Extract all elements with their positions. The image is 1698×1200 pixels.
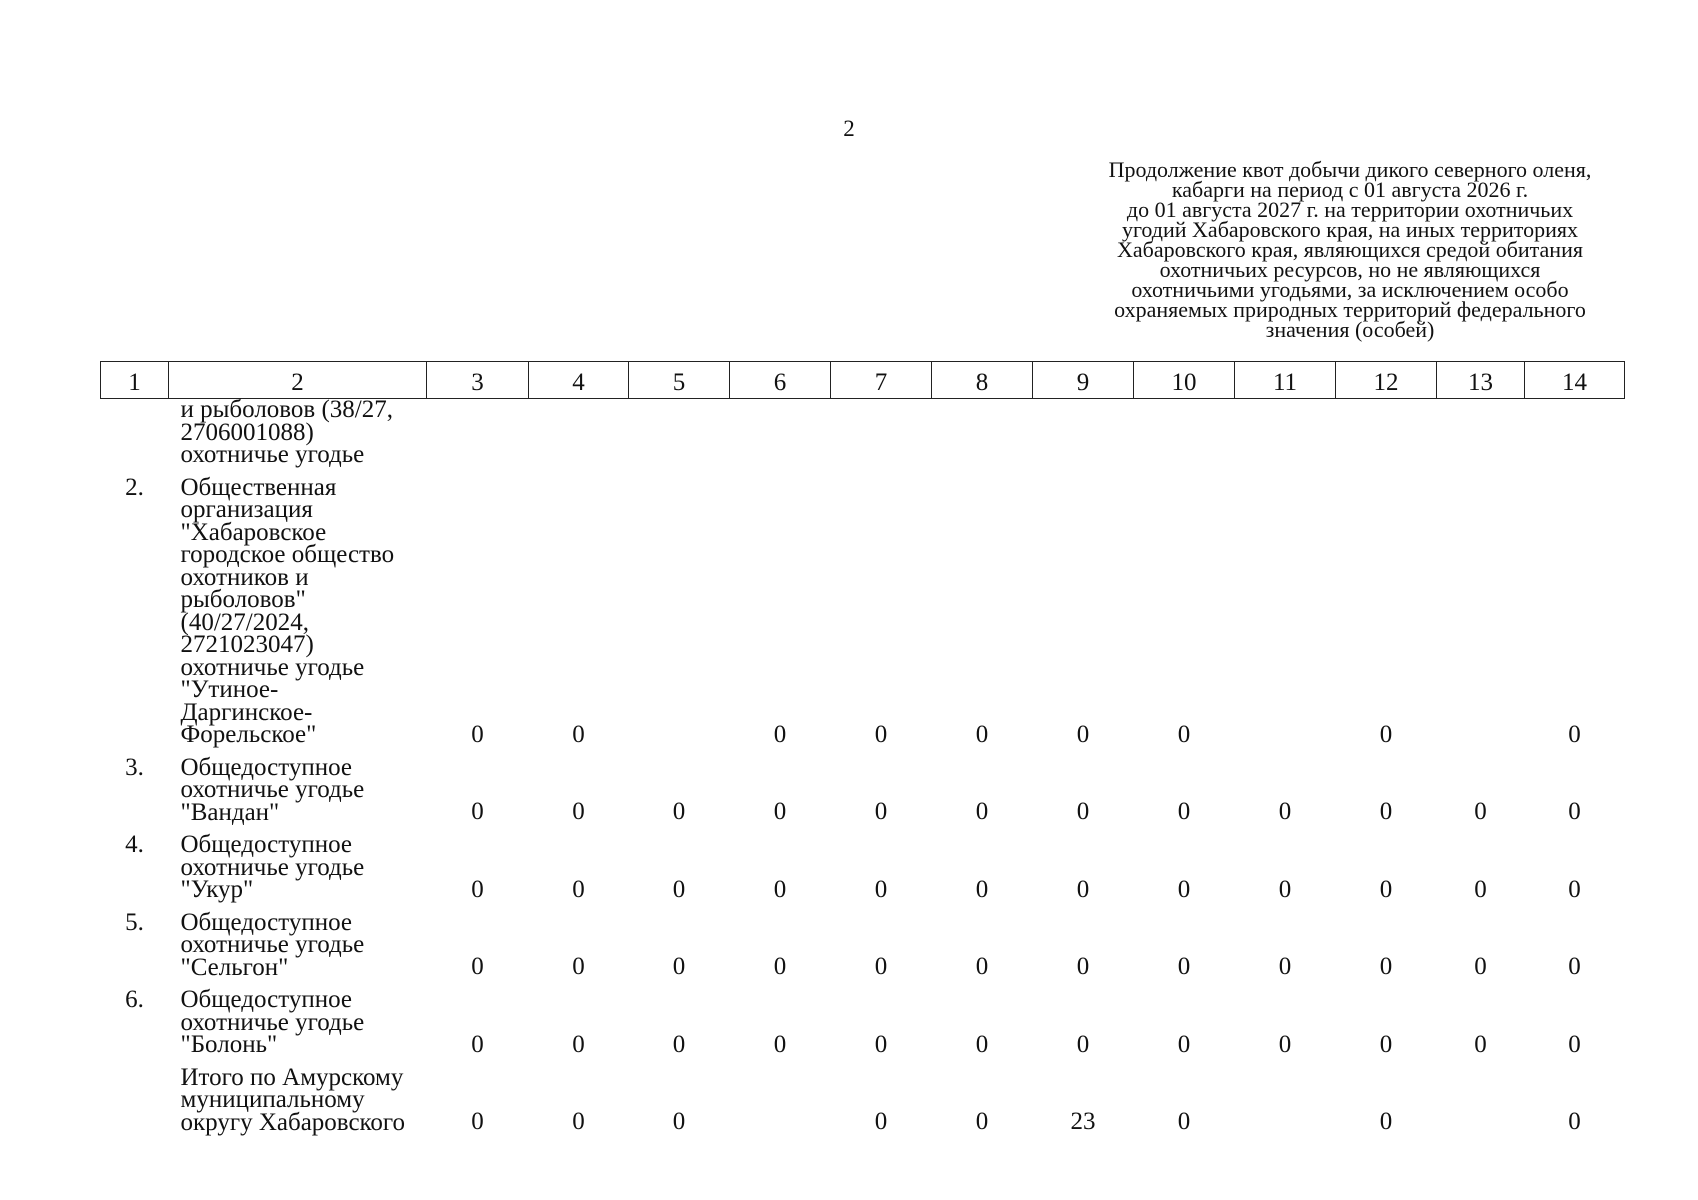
value-cell: 0 bbox=[1177, 875, 1191, 903]
value-cell: 0 bbox=[975, 1108, 989, 1135]
value-cell bbox=[831, 399, 932, 467]
value-cell: 0 bbox=[572, 875, 585, 903]
value-cell: 0 bbox=[572, 1108, 585, 1135]
value-cell: 0 bbox=[1568, 798, 1581, 825]
value-cell: 0 bbox=[1177, 720, 1191, 748]
value-cell: 0 bbox=[471, 798, 484, 825]
row-name-line: "Укур" bbox=[180, 876, 254, 903]
row-name bbox=[169, 979, 427, 1057]
value-cell bbox=[1235, 467, 1336, 747]
value-cell: 0 bbox=[1568, 875, 1581, 903]
value-cell: 0 bbox=[975, 1030, 989, 1058]
row-name-line: охотничье угодье bbox=[180, 931, 365, 958]
table-row bbox=[101, 747, 1625, 825]
row-number: 2. bbox=[125, 473, 144, 501]
value-cell: 0 bbox=[672, 953, 686, 980]
table-row bbox=[101, 979, 1625, 1057]
table-heading bbox=[1040, 157, 1660, 342]
value-cell: 0 bbox=[471, 1030, 484, 1058]
row-name-line: "Болонь" bbox=[180, 1031, 278, 1058]
row-name-line: городское общество bbox=[180, 541, 395, 568]
row-name-line: Форельское" bbox=[180, 721, 317, 748]
value-cell: 0 bbox=[1278, 875, 1292, 903]
value-cell: 0 bbox=[1379, 1108, 1393, 1135]
value-cell: 0 bbox=[1379, 798, 1393, 825]
value-cell: 0 bbox=[572, 953, 585, 980]
column-header: 1 bbox=[101, 362, 169, 399]
value-cell bbox=[1437, 399, 1525, 467]
value-cell: 0 bbox=[773, 798, 787, 825]
column-header: 3 bbox=[427, 362, 529, 399]
row-name-line: Общедоступное bbox=[180, 908, 352, 936]
row-name-line: организация bbox=[180, 496, 313, 523]
value-cell: 0 bbox=[874, 720, 888, 748]
heading-line: значения (особей) bbox=[1265, 317, 1435, 342]
value-cell bbox=[427, 399, 529, 467]
row-name-line: "Вандан" bbox=[180, 798, 280, 826]
column-header: 11 bbox=[1235, 362, 1336, 399]
column-header: 9 bbox=[1033, 362, 1134, 399]
row-name-line: округу Хабаровского bbox=[180, 1108, 406, 1136]
row-name-line: Общедоступное bbox=[180, 753, 352, 781]
value-cell: 0 bbox=[773, 1030, 787, 1058]
value-cell bbox=[1033, 399, 1134, 467]
value-cell: 0 bbox=[572, 1030, 585, 1058]
value-cell: 0 bbox=[672, 875, 686, 903]
value-cell: 0 bbox=[975, 798, 989, 825]
row-name bbox=[169, 747, 427, 825]
row-name-line: 2721023047) bbox=[180, 631, 314, 658]
row-name bbox=[169, 1057, 427, 1135]
row-name-line: охотничье угодье bbox=[180, 653, 365, 681]
value-cell: 0 bbox=[1379, 1030, 1393, 1058]
value-cell: 0 bbox=[572, 798, 585, 825]
value-cell: 0 bbox=[874, 798, 888, 825]
row-name-line: "Утиное- bbox=[180, 676, 279, 703]
column-header: 14 bbox=[1525, 362, 1625, 399]
heading-line: охотничьих ресурсов, но не являющихся bbox=[1159, 257, 1541, 282]
row-number bbox=[101, 399, 169, 467]
value-cell: 0 bbox=[1076, 875, 1090, 903]
value-cell bbox=[1336, 399, 1437, 467]
value-cell bbox=[1235, 399, 1336, 467]
row-name-line: "Хабаровское bbox=[180, 518, 327, 546]
row-name bbox=[169, 902, 427, 980]
column-header: 13 bbox=[1437, 362, 1525, 399]
table-row bbox=[101, 399, 1625, 467]
row-name-line: муниципальному bbox=[180, 1086, 365, 1113]
value-cell: 0 bbox=[1474, 798, 1487, 825]
row-name-line: охотников и bbox=[180, 563, 309, 591]
heading-line: до 01 августа 2027 г. на территории охотничьих bbox=[1126, 197, 1574, 222]
row-name-line: "Сельгон" bbox=[180, 953, 289, 981]
row-number: 6. bbox=[125, 986, 144, 1013]
row-name-line: охотничье угодье bbox=[180, 1008, 365, 1036]
value-cell: 0 bbox=[1278, 798, 1292, 825]
value-cell: 0 bbox=[1568, 1030, 1581, 1058]
value-cell: 23 bbox=[1070, 1108, 1096, 1135]
value-cell: 0 bbox=[471, 720, 484, 748]
total-row bbox=[101, 1057, 1625, 1135]
value-cell: 0 bbox=[1076, 1030, 1090, 1058]
value-cell: 0 bbox=[1177, 1030, 1191, 1058]
value-cell: 0 bbox=[572, 720, 585, 748]
value-cell: 0 bbox=[975, 953, 989, 980]
heading-line: Хабаровского края, являющихся средой обитания bbox=[1117, 237, 1583, 262]
column-header: 4 bbox=[529, 362, 629, 399]
value-cell: 0 bbox=[1177, 1108, 1191, 1135]
value-cell: 0 bbox=[975, 875, 989, 903]
value-cell: 0 bbox=[1568, 953, 1581, 980]
row-number: 3. bbox=[125, 753, 144, 781]
value-cell: 0 bbox=[1177, 798, 1191, 825]
value-cell: 0 bbox=[471, 1108, 484, 1135]
value-cell: 0 bbox=[874, 1030, 888, 1058]
column-header: 6 bbox=[730, 362, 831, 399]
value-cell bbox=[932, 399, 1033, 467]
row-name-line: Итого по Амурскому bbox=[180, 1063, 404, 1091]
row-name-line: и рыболовов (38/27, bbox=[180, 396, 393, 423]
row-name bbox=[169, 824, 427, 902]
row-number: 4. bbox=[125, 831, 144, 858]
value-cell: 0 bbox=[672, 798, 686, 825]
row-name bbox=[169, 396, 427, 468]
value-cell bbox=[730, 1057, 831, 1135]
quota-table bbox=[100, 361, 1625, 1134]
value-cell: 0 bbox=[1568, 1108, 1581, 1135]
table-row bbox=[101, 824, 1625, 902]
value-cell bbox=[629, 399, 730, 467]
value-cell bbox=[1235, 1057, 1336, 1135]
value-cell bbox=[1437, 467, 1525, 747]
column-header: 2 bbox=[169, 362, 427, 399]
value-cell: 0 bbox=[975, 720, 989, 748]
value-cell: 0 bbox=[471, 953, 484, 980]
value-cell bbox=[1134, 399, 1235, 467]
value-cell: 0 bbox=[1278, 953, 1292, 980]
value-cell: 0 bbox=[1379, 953, 1393, 980]
value-cell: 0 bbox=[874, 1108, 888, 1135]
row-name-line: Даргинское- bbox=[180, 698, 313, 726]
value-cell: 0 bbox=[1278, 1030, 1292, 1058]
value-cell bbox=[1525, 399, 1625, 467]
value-cell: 0 bbox=[1379, 875, 1393, 903]
value-cell: 0 bbox=[1177, 953, 1191, 980]
value-cell: 0 bbox=[874, 953, 888, 980]
value-cell: 0 bbox=[1474, 875, 1487, 903]
row-name-line: 2706001088) bbox=[180, 418, 314, 446]
row-number: 5. bbox=[125, 908, 144, 936]
value-cell: 0 bbox=[1076, 798, 1090, 825]
column-header: 7 bbox=[831, 362, 932, 399]
heading-line: охраняемых природных территорий федерального bbox=[1114, 297, 1586, 322]
table-row bbox=[101, 902, 1625, 980]
heading-line: охотничьими угодьями, за исключением особо bbox=[1131, 277, 1569, 302]
column-header: 12 bbox=[1336, 362, 1437, 399]
row-name-line: (40/27/2024, bbox=[180, 608, 309, 636]
value-cell: 0 bbox=[1568, 720, 1581, 748]
value-cell: 0 bbox=[672, 1030, 686, 1058]
row-name-line: Общедоступное bbox=[180, 831, 352, 858]
row-name-line: охотничье угодье bbox=[180, 441, 365, 468]
value-cell: 0 bbox=[773, 720, 787, 748]
value-cell bbox=[1437, 1057, 1525, 1135]
heading-line: кабарги на период с 01 августа 2026 г. bbox=[1171, 177, 1529, 202]
row-name-line: рыболовов" bbox=[180, 586, 306, 613]
column-number-row bbox=[101, 362, 1625, 399]
row-number bbox=[101, 1057, 169, 1135]
value-cell: 0 bbox=[672, 1108, 686, 1135]
row-name-line: Общественная bbox=[180, 473, 337, 501]
value-cell: 0 bbox=[773, 875, 787, 903]
value-cell bbox=[529, 399, 629, 467]
value-cell: 0 bbox=[1379, 720, 1393, 748]
table-row bbox=[101, 467, 1625, 747]
column-header: 5 bbox=[629, 362, 730, 399]
page-number: 2 bbox=[843, 116, 855, 141]
value-cell: 0 bbox=[1076, 953, 1090, 980]
value-cell bbox=[629, 467, 730, 747]
value-cell bbox=[730, 399, 831, 467]
row-name-line: Общедоступное bbox=[180, 986, 352, 1013]
value-cell: 0 bbox=[1474, 1030, 1487, 1058]
value-cell: 0 bbox=[1474, 953, 1487, 980]
value-cell: 0 bbox=[471, 875, 484, 903]
heading-line: Продолжение квот добычи дикого северного оленя, bbox=[1108, 157, 1592, 182]
column-header: 10 bbox=[1134, 362, 1235, 399]
row-name-line: охотничье угодье bbox=[180, 853, 365, 881]
row-name bbox=[169, 467, 427, 747]
value-cell: 0 bbox=[773, 953, 787, 980]
row-name-line: охотничье угодье bbox=[180, 776, 365, 803]
heading-line: угодий Хабаровского края, на иных территориях bbox=[1121, 217, 1579, 242]
column-header: 8 bbox=[932, 362, 1033, 399]
value-cell: 0 bbox=[1076, 720, 1090, 748]
value-cell: 0 bbox=[874, 875, 888, 903]
